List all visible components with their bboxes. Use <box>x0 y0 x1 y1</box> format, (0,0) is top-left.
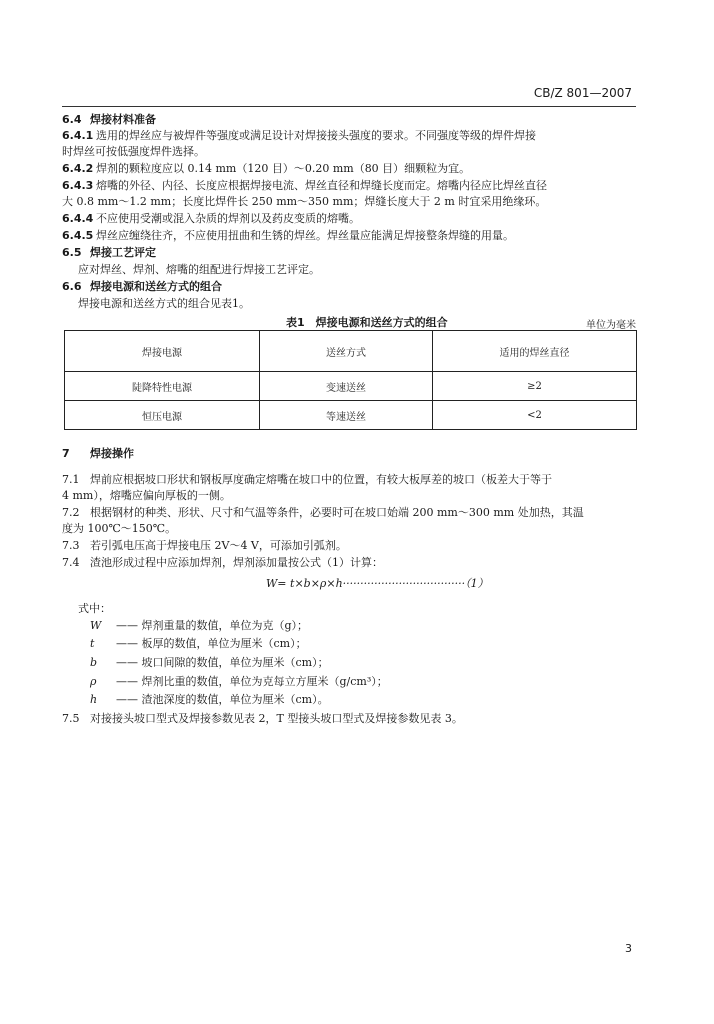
table-cell: 变速送丝 <box>260 372 433 401</box>
table-1 <box>64 330 637 430</box>
table-cell: ≥2 <box>433 372 637 401</box>
table-cell: 等速送丝 <box>260 401 433 430</box>
section-6-6-text: 焊接电源和送丝方式的组合见表1。 <box>78 297 250 310</box>
section-6-6-title: 6.6 焊接电源和送丝方式的组合 <box>62 280 222 293</box>
document-code: CB/Z 801—2007 <box>533 86 632 100</box>
header-rule <box>62 106 636 107</box>
clause-7-5: 7.5 对接接头坡口型式及焊接参数见表 2，T 型接头坡口型式及焊接参数见表 3。 <box>62 712 463 725</box>
clause-6-4-3-cont: 大 0.8 mm～1.2 mm；长度比焊件长 250 mm～350 mm；焊缝长度大于 2 m 时宜采用绝缘环。 <box>62 195 547 208</box>
clause-6-4-5: 6.4.5 焊丝应缠绕往齐，不应使用扭曲和生锈的焊丝。焊丝量应能满足焊接整条焊缝的用量。 <box>62 229 514 242</box>
clause-7-4: 7.4 渣池形成过程中应添加焊剂，焊剂添加量按公式（1）计算： <box>62 556 383 569</box>
clause-6-4-1: 6.4.1 选用的焊丝应与被焊件等强度或满足设计对焊接接头强度的要求。不同强度等级的焊件焊接 <box>62 129 536 142</box>
page-number: 3 <box>625 942 632 955</box>
section-6-5-title: 6.5 焊接工艺评定 <box>62 246 156 259</box>
table-cell: 陡降特性电源 <box>65 372 260 401</box>
table-row <box>65 401 637 430</box>
formula-var-h: h —— 渣池深度的数值，单位为厘米（cm）。 <box>90 693 329 706</box>
table-1-unit: 单位为毫米 <box>586 320 636 331</box>
section-6-4-title: 6.4 焊接材料准备 <box>62 113 156 126</box>
formula-where: 式中： <box>78 602 111 615</box>
clause-6-4-1-cont: 时焊丝可按低强度焊件选择。 <box>62 145 205 158</box>
table-cell: <2 <box>433 401 637 430</box>
clause-7-1: 7.1 焊前应根据坡口形状和钢板厚度确定熔嘴在坡口中的位置，有较大板厚差的坡口（板差大于等于 <box>62 473 552 486</box>
section-7-title: 7 焊接操作 <box>62 447 134 460</box>
clause-6-4-3: 6.4.3 熔嘴的外径、内径、长度应根据焊接电流、焊丝直径和焊缝长度而定。熔嘴内径应比焊丝直径 <box>62 179 547 192</box>
table-header-row <box>65 331 637 372</box>
formula-var-rho: ρ —— 焊剂比重的数值，单位为克每立方厘米（g/cm³）； <box>90 675 388 688</box>
table-1-caption: 表1 焊接电源和送丝方式的组合 <box>286 316 448 329</box>
clause-7-2-cont: 度为 100℃～150℃。 <box>62 522 177 535</box>
table-row <box>65 372 637 401</box>
table-header-cell: 焊接电源 <box>65 331 260 372</box>
formula-var-t: t —— 板厚的数值，单位为厘米（cm）； <box>90 637 307 650</box>
clause-7-2: 7.2 根据钢材的种类、形状、尺寸和气温等条件，必要时可在坡口始端 200 mm～300 mm 处加热，其温 <box>62 506 584 519</box>
formula-1: W= t×b×ρ×h···································（1） <box>266 577 489 590</box>
table-cell: 恒压电源 <box>65 401 260 430</box>
section-6-5-text: 应对焊丝、焊剂、熔嘴的组配进行焊接工艺评定。 <box>78 263 320 276</box>
clause-7-1-cont: 4 mm），熔嘴应偏向厚板的一侧。 <box>62 489 231 502</box>
clause-6-4-2: 6.4.2 焊剂的颗粒度应以 0.14 mm（120 目）～0.20 mm（80 目）细颗粒为宜。 <box>62 162 471 175</box>
table-header-cell: 送丝方式 <box>260 331 433 372</box>
clause-6-4-4: 6.4.4 不应使用受潮或混入杂质的焊剂以及药皮变质的熔嘴。 <box>62 212 360 225</box>
formula-var-b: b —— 坡口间隙的数值，单位为厘米（cm）； <box>90 656 329 669</box>
clause-7-3: 7.3 若引弧电压高于焊接电压 2V～4 V，可添加引弧剂。 <box>62 539 347 552</box>
formula-var-w: W —— 焊剂重量的数值，单位为克（g）； <box>90 619 309 632</box>
table-header-cell: 适用的焊丝直径 <box>433 331 637 372</box>
